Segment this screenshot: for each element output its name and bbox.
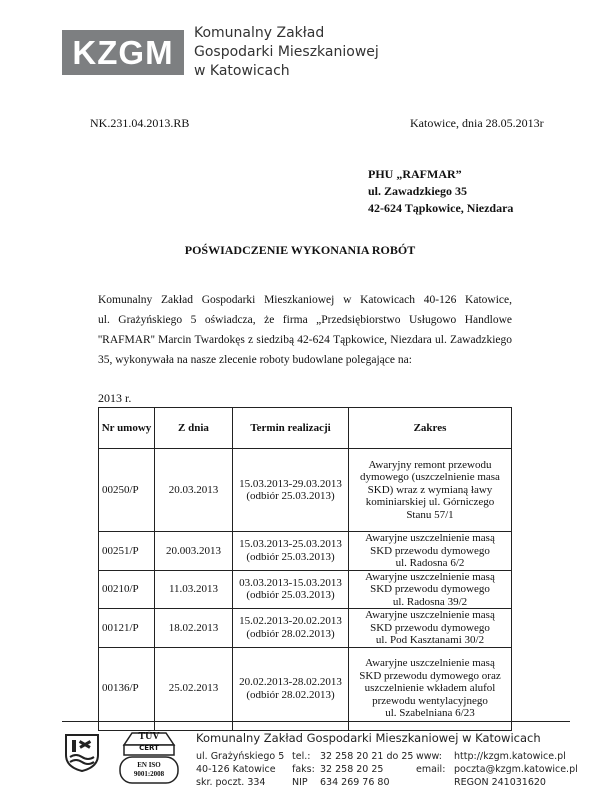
table-row: [99, 449, 512, 532]
work-scope-line: ul. Szabelniana 6/23: [385, 707, 475, 720]
realization-term-line: (odbiór 25.03.2013): [246, 589, 335, 602]
recipient-line: 42-624 Tąpkowice, Niezdara: [368, 201, 514, 215]
fax-value: 32 258 20 25: [320, 764, 384, 775]
realization-term-line: (odbiór 25.03.2013): [246, 490, 335, 502]
table-row: [99, 647, 512, 730]
work-scope-line: Awaryjne uszczelnienie masą: [365, 570, 495, 583]
contact-label: tel.:: [292, 751, 311, 762]
realization-term-line: (odbiór 25.03.2013): [246, 550, 335, 563]
organization-name: [194, 24, 379, 81]
header-scope: Zakres: [349, 408, 512, 449]
document-title: POŚWIADCZENIE WYKONANIA ROBÓT: [184, 243, 416, 257]
cert-label: CERT: [139, 744, 159, 752]
paragraph-word: Katowice,: [465, 294, 512, 306]
table-row: [99, 609, 512, 648]
realization-term-line: 15.02.2013-20.02.2013: [239, 615, 342, 628]
year-label: 2013 r.: [98, 391, 132, 405]
paragraph-word: że: [264, 314, 275, 326]
footer-address: [196, 750, 284, 789]
table-header-row: [99, 408, 512, 449]
work-scope-line: Awaryjny remont przewodu: [368, 458, 492, 471]
paragraph-word: ul.: [435, 334, 447, 346]
paragraph-line: [98, 290, 512, 310]
paragraph-word: 40-126: [423, 294, 457, 306]
paragraph-word: siedzibą: [256, 334, 295, 346]
contract-date: 20.003.2013: [155, 532, 233, 571]
work-scope-line: SKD przewodu dymowego oraz: [359, 669, 501, 682]
org-line: Komunalny Zakład: [194, 25, 325, 41]
recipient-address: [368, 166, 513, 217]
nip-value: 634 269 76 80: [320, 777, 390, 788]
contract-number: 00210/P: [99, 570, 155, 609]
work-scope-line: Stanu 57/1: [406, 508, 454, 521]
work-scope-line: Awaryjne uszczelnienie masą: [365, 609, 495, 621]
address-line: 40-126 Katowice: [196, 764, 276, 775]
paragraph-word: Twardokęs: [194, 334, 245, 346]
work-scope-line: SKD przewodu dymowego: [370, 621, 490, 634]
paragraph-word: Komunalny: [98, 294, 153, 306]
realization-term: [233, 532, 349, 571]
paragraph-word: ''RAFMAR'': [98, 334, 155, 346]
paragraph-word: Tąpkowice,: [333, 334, 388, 346]
header-date: Z dnia: [155, 408, 233, 449]
paragraph-word: Katowicach: [360, 294, 416, 306]
work-scope-line: przewodu wentylacyjnego: [372, 694, 488, 707]
realization-term-line: (odbiór 28.02.2013): [246, 627, 335, 640]
contact-label: faks:: [292, 764, 315, 775]
reference-number: NK.231.04.2013.RB: [90, 116, 190, 130]
document-date: Katowice, dnia 28.05.2013r: [410, 116, 544, 130]
paragraph-word: w: [343, 294, 352, 306]
work-scope-line: dymowego (uszczelnienie masa: [360, 471, 500, 484]
work-scope: [349, 609, 512, 648]
work-scope-line: ul. Pod Kasztanami 30/2: [375, 634, 485, 646]
paragraph-word: oświadcza,: [204, 314, 256, 326]
paragraph-word: Zakład: [161, 294, 193, 306]
contract-number: 00250/P: [99, 449, 155, 532]
org-line: Gospodarki Mieszkaniowej: [194, 44, 379, 60]
work-scope: [349, 449, 512, 532]
footer-divider: [62, 721, 570, 722]
work-scope-line: SKD przewodu dymowego: [370, 583, 490, 595]
paragraph-word: Usługowo: [408, 314, 457, 326]
regon-value: REGON 241031620: [454, 777, 546, 788]
realization-term: [233, 609, 349, 648]
work-scope: [349, 532, 512, 571]
work-scope-line: SKD przewodu dymowego: [370, 544, 490, 557]
contract-number: 00121/P: [99, 609, 155, 648]
web-label: www:: [416, 751, 442, 762]
paragraph-word: 42-624: [297, 334, 330, 346]
recipient-line: ul. Zawadzkiego 35: [368, 184, 468, 198]
paragraph-word: Gospodarki: [201, 294, 256, 306]
footer-organization: Komunalny Zakład Gospodarki Mieszkaniowej w Katowicach: [196, 731, 541, 745]
header-term: Termin realizacji: [233, 408, 349, 449]
body-paragraph: [98, 290, 512, 370]
contract-number: 00136/P: [99, 647, 155, 730]
realization-term: [233, 449, 349, 532]
realization-term-line: 20.02.2013-28.02.2013: [239, 676, 342, 688]
realization-term-line: 15.03.2013-25.03.2013: [239, 538, 342, 551]
work-scope-line: kominiarskiej ul. Górniczego: [365, 496, 495, 509]
realization-term-line: 15.03.2013-29.03.2013: [239, 477, 342, 490]
paragraph-word: z: [248, 334, 254, 346]
realization-term: [233, 570, 349, 609]
work-scope-line: Awaryjne uszczelnienie masą: [365, 657, 495, 670]
kzgm-logo: KZGM: [62, 30, 184, 75]
work-scope: [349, 570, 512, 609]
paragraph-word: 5: [190, 314, 197, 326]
tuv-certificate-badge: [110, 729, 188, 785]
paragraph-line: [98, 350, 512, 370]
recipient-line: PHU „RAFMAR”: [368, 167, 462, 181]
contract-date: 18.02.2013: [155, 609, 233, 648]
work-scope: [349, 647, 512, 730]
contract-date: 25.02.2013: [155, 647, 233, 730]
org-line: w Katowicach: [194, 63, 290, 79]
work-scope-line: SKD) wraz z wymianą ławy: [367, 483, 493, 496]
paragraph-word: 35, wykonywała na nasze zlecenie roboty budowlane polegające na:: [98, 354, 412, 366]
email-link[interactable]: poczta@kzgm.katowice.pl: [454, 764, 578, 775]
work-scope-line: Awaryjne uszczelnienie masą: [365, 532, 495, 544]
tuv-label: TÜV: [138, 731, 160, 742]
phone-value: 32 258 20 21 do 25: [320, 751, 414, 762]
paragraph-word: firma: [282, 314, 308, 326]
web-label: email:: [416, 764, 446, 775]
paragraph-word: Handlowe: [464, 314, 512, 326]
paragraph-word: „Przedsiębiorstwo: [316, 314, 401, 326]
website-link[interactable]: http://kzgm.katowice.pl: [454, 751, 566, 762]
table-row: [99, 570, 512, 609]
work-scope-line: ul. Radosna 6/2: [395, 557, 465, 569]
paragraph-word: Niezdara: [390, 334, 432, 346]
works-table: [98, 407, 512, 731]
paragraph-line: [98, 310, 512, 330]
address-line: skr. poczt. 334: [196, 777, 266, 788]
paragraph-word: Zawadzkiego: [450, 334, 512, 346]
work-scope-line: uszczelnienie wkładem alufol: [364, 682, 496, 695]
katowice-crest-icon: [64, 733, 100, 773]
work-scope-line: ul. Radosna 39/2: [392, 595, 468, 608]
iso-label: EN ISO: [137, 761, 161, 769]
realization-term-line: 03.03.2013-15.03.2013: [239, 576, 342, 589]
table-row: [99, 532, 512, 571]
contract-number: 00251/P: [99, 532, 155, 571]
realization-term-line: (odbiór 28.02.2013): [246, 688, 335, 701]
paragraph-line: [98, 330, 512, 350]
address-line: ul. Grażyńskiego 5: [196, 751, 285, 762]
paragraph-word: Marcin: [158, 334, 192, 346]
iso-number: 9001:2008: [133, 770, 165, 778]
paragraph-word: ul.: [98, 314, 110, 326]
paragraph-word: Mieszkaniowej: [264, 294, 335, 306]
footer-web: [416, 750, 578, 789]
contact-label: NIP: [292, 777, 308, 788]
footer-contacts: [292, 750, 413, 789]
contract-date: 11.03.2013: [155, 570, 233, 609]
paragraph-word: Grażyńskiego: [118, 314, 183, 326]
realization-term: [233, 647, 349, 730]
header-nr: Nr umowy: [99, 408, 155, 449]
contract-date: 20.03.2013: [155, 449, 233, 532]
